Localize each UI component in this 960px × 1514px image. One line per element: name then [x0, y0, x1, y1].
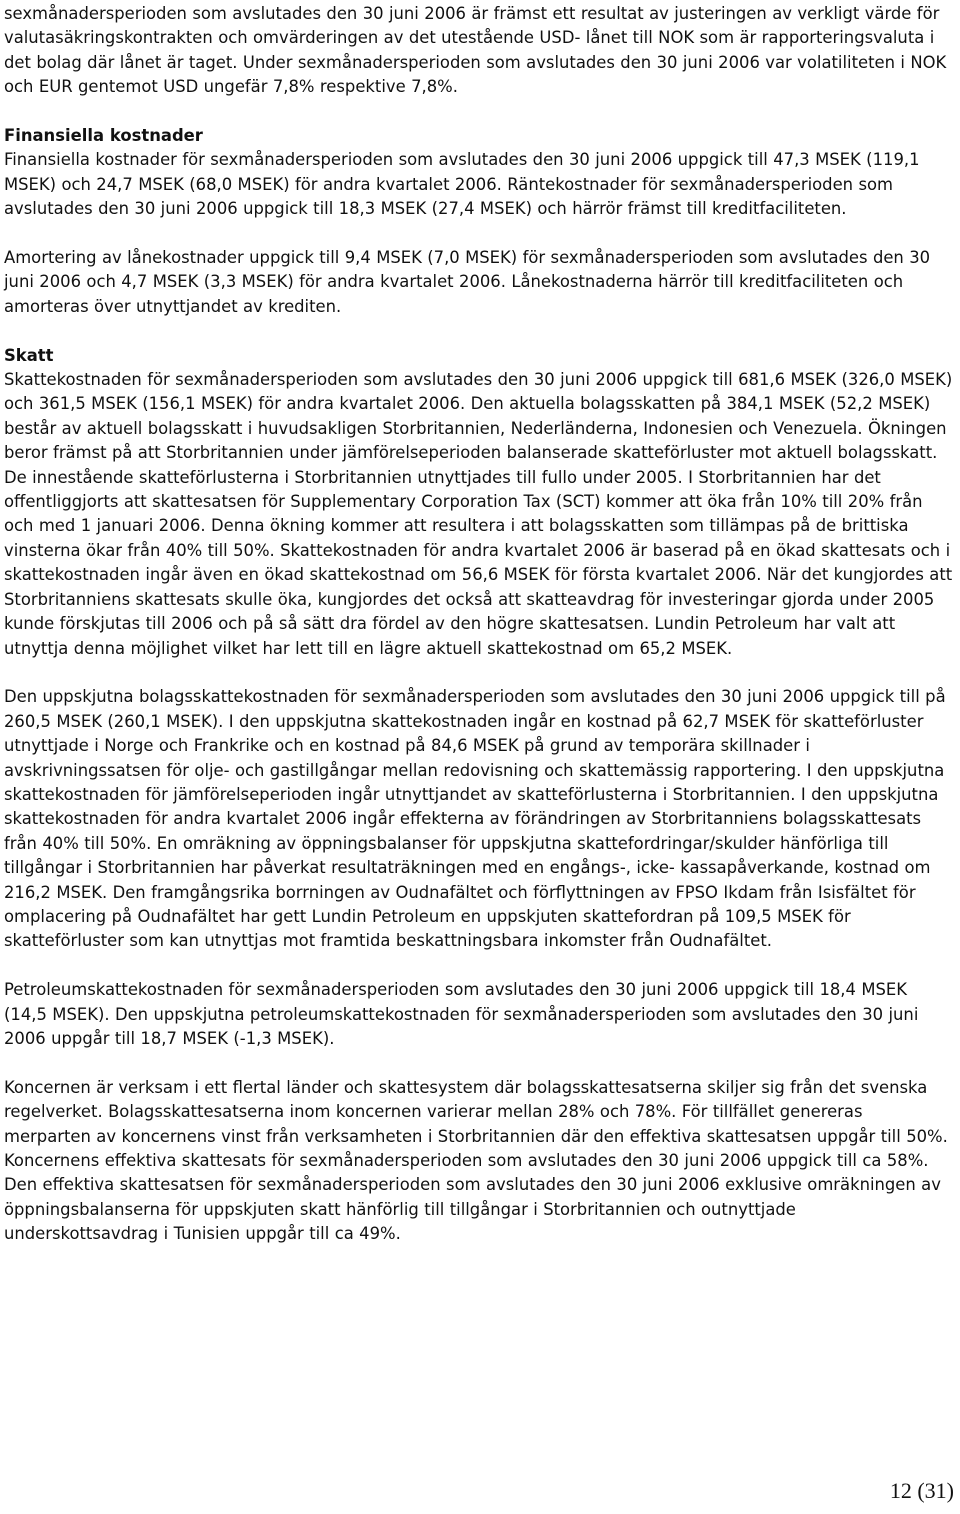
- section-finansiella-kostnader: [4, 124, 954, 319]
- paragraph: Den uppskjutna bolagsskattekostnaden för sexmånadersperioden som avslutades den 30 juni 2006 uppgick till på 260,5 MSEK (260,1 MSEK). I den uppskjutna skattekostnaden ingår en kostnad på 62,7 MSEK för skatteförluster utnyttjade i Norge och Frankrike och en kostnad på 84,6 MSEK på grund av temporära skillnader i avskrivningssatsen för olje- och gastillgångar mellan redovisning och skattemässig rapportering. I den uppskjutna skattekostnaden för jämförelseperioden ingår utnyttjandet av skatteförlusterna i Storbritannien. I den uppskjutna skattekostnaden för andra kvartalet 2006 ingår effekterna av förändringen av Storbritanniens bolagsskattesats från 40% till 50%. En omräkning av öppningsbalanser för uppskjutna skattefordringar/skulder hänförliga till tillgångar i Storbritannien har påverkat resultaträkningen med en engångs-, icke- kassapåverkande, kostnad om 216,2 MSEK. Den framgångsrika borrningen av Oudnafältet och förflyttningen av FPSO Ikdam från Isisfältet för omplacering på Oudnafältet har gett Lundin Petroleum en uppskjuten skattefordran på 109,5 MSEK för skatteförluster som kan utnyttjas mot framtida beskattningsbara inkomster från Oudnafältet.: [4, 687, 946, 951]
- page-number: 12 (31): [889, 1478, 954, 1503]
- section-heading: Finansiella kostnader: [4, 126, 203, 146]
- paragraph: Skattekostnaden för sexmånadersperioden som avslutades den 30 juni 2006 uppgick till 681,6 MSEK (326,0 MSEK) och 361,5 MSEK (156,1 MSEK) för andra kvartalet 2006. Den aktuella bolagsskatten på 384,1 MSEK (52,2 MSEK) består av aktuell bolagsskatt i huvudsakligen Storbritannien, Nederländerna, Indonesien och Venezuela. Ökningen beror främst på att Storbritannien under jämförelseperioden balanserade skatteförluster mot aktuell bolagsskatt. De innestående skatteförlusterna i Storbritannien utnyttjades till fullo under 2005. I Storbritannien har det offentliggjorts att skattesatsen för Supplementary Corporation Tax (SCT) kommer att öka från 10% till 20% från och med 1 januari 2006. Denna ökning kommer att resultera i att bolagsskatten som tillämpas på de brittiska vinsterna ökar från 40% till 50%. Skattekostnaden för andra kvartalet 2006 är baserad på en ökad skattesats och i skattekostnaden ingår även en ökad skattekostnad om 56,6 MSEK för första kvartalet 2006. När det kungjordes att Storbritanniens skattesats skulle öka, kungjordes det också att skatteavdrag för investeringar gjorda under 2005 kunde förskjutas till 2006 och på så sätt dra fördel av den högre skattesatsen. Lundin Petroleum har valt att utnyttja denna möjlighet vilket har lett till en lägre aktuell skattekostnad om 65,2 MSEK.: [4, 370, 953, 658]
- section-skatt: [4, 344, 954, 1247]
- paragraph: Petroleumskattekostnaden för sexmånadersperioden som avslutades den 30 juni 2006 uppgick till 18,4 MSEK (14,5 MSEK). Den uppskjutna petroleumskattekostnaden för sexmånadersperioden som avslutades den 30 juni 2006 uppgår till 18,7 MSEK (-1,3 MSEK).: [4, 980, 919, 1048]
- intro-paragraph: sexmånadersperioden som avslutades den 30 juni 2006 är främst ett resultat av justeringen av verkligt värde för valutasäkringskontrakten och omvärderingen av det utestående USD- lånet till NOK som är rapporteringsvaluta i det bolag där lånet är taget. Under sexmånadersperioden som avslutades den 30 juni 2006 var volatiliteten i NOK och EUR gentemot USD ungefär 7,8% respektive 7,8%.: [4, 4, 947, 97]
- paragraph: Koncernen är verksam i ett flertal länder och skattesystem där bolagsskattesatserna skiljer sig från det svenska regelverket. Bolagsskattesatserna inom koncernen varierar mellan 28% och 78%. För tillfället genereras merparten av koncernens vinst från verksamheten i Storbritannien där den effektiva skattesatsen uppgår till 50%. Koncernens effektiva skattesats för sexmånadersperioden som avslutades den 30 juni 2006 uppgick till ca 58%. Den effektiva skattesatsen för sexmånadersperioden som avslutades den 30 juni 2006 exklusive omräkningen av öppningsbalanserna för uppskjuten skatt hänförlig till tillgångar i Storbritannien och outnyttjade underskottsavdrag i Tunisien uppgår till ca 49%.: [4, 1077, 948, 1244]
- paragraph: Finansiella kostnader för sexmånadersperioden som avslutades den 30 juni 2006 uppgick till 47,3 MSEK (119,1 MSEK) och 24,7 MSEK (68,0 MSEK) för andra kvartalet 2006. Räntekostnader för sexmånadersperioden som avslutades den 30 juni 2006 uppgick till 18,3 MSEK (27,4 MSEK) och härrör främst till kreditfaciliteten.: [4, 150, 920, 219]
- section-heading: Skatt: [4, 345, 54, 365]
- paragraph: Amortering av lånekostnader uppgick till 9,4 MSEK (7,0 MSEK) för sexmånadersperioden som avslutades den 30 juni 2006 och 4,7 MSEK (3,3 MSEK) för andra kvartalet 2006. Lånekostnaderna härrör till kreditfaciliteten och amorteras över utnyttjandet av krediten.: [4, 248, 931, 316]
- document-page: [4, 2, 954, 1247]
